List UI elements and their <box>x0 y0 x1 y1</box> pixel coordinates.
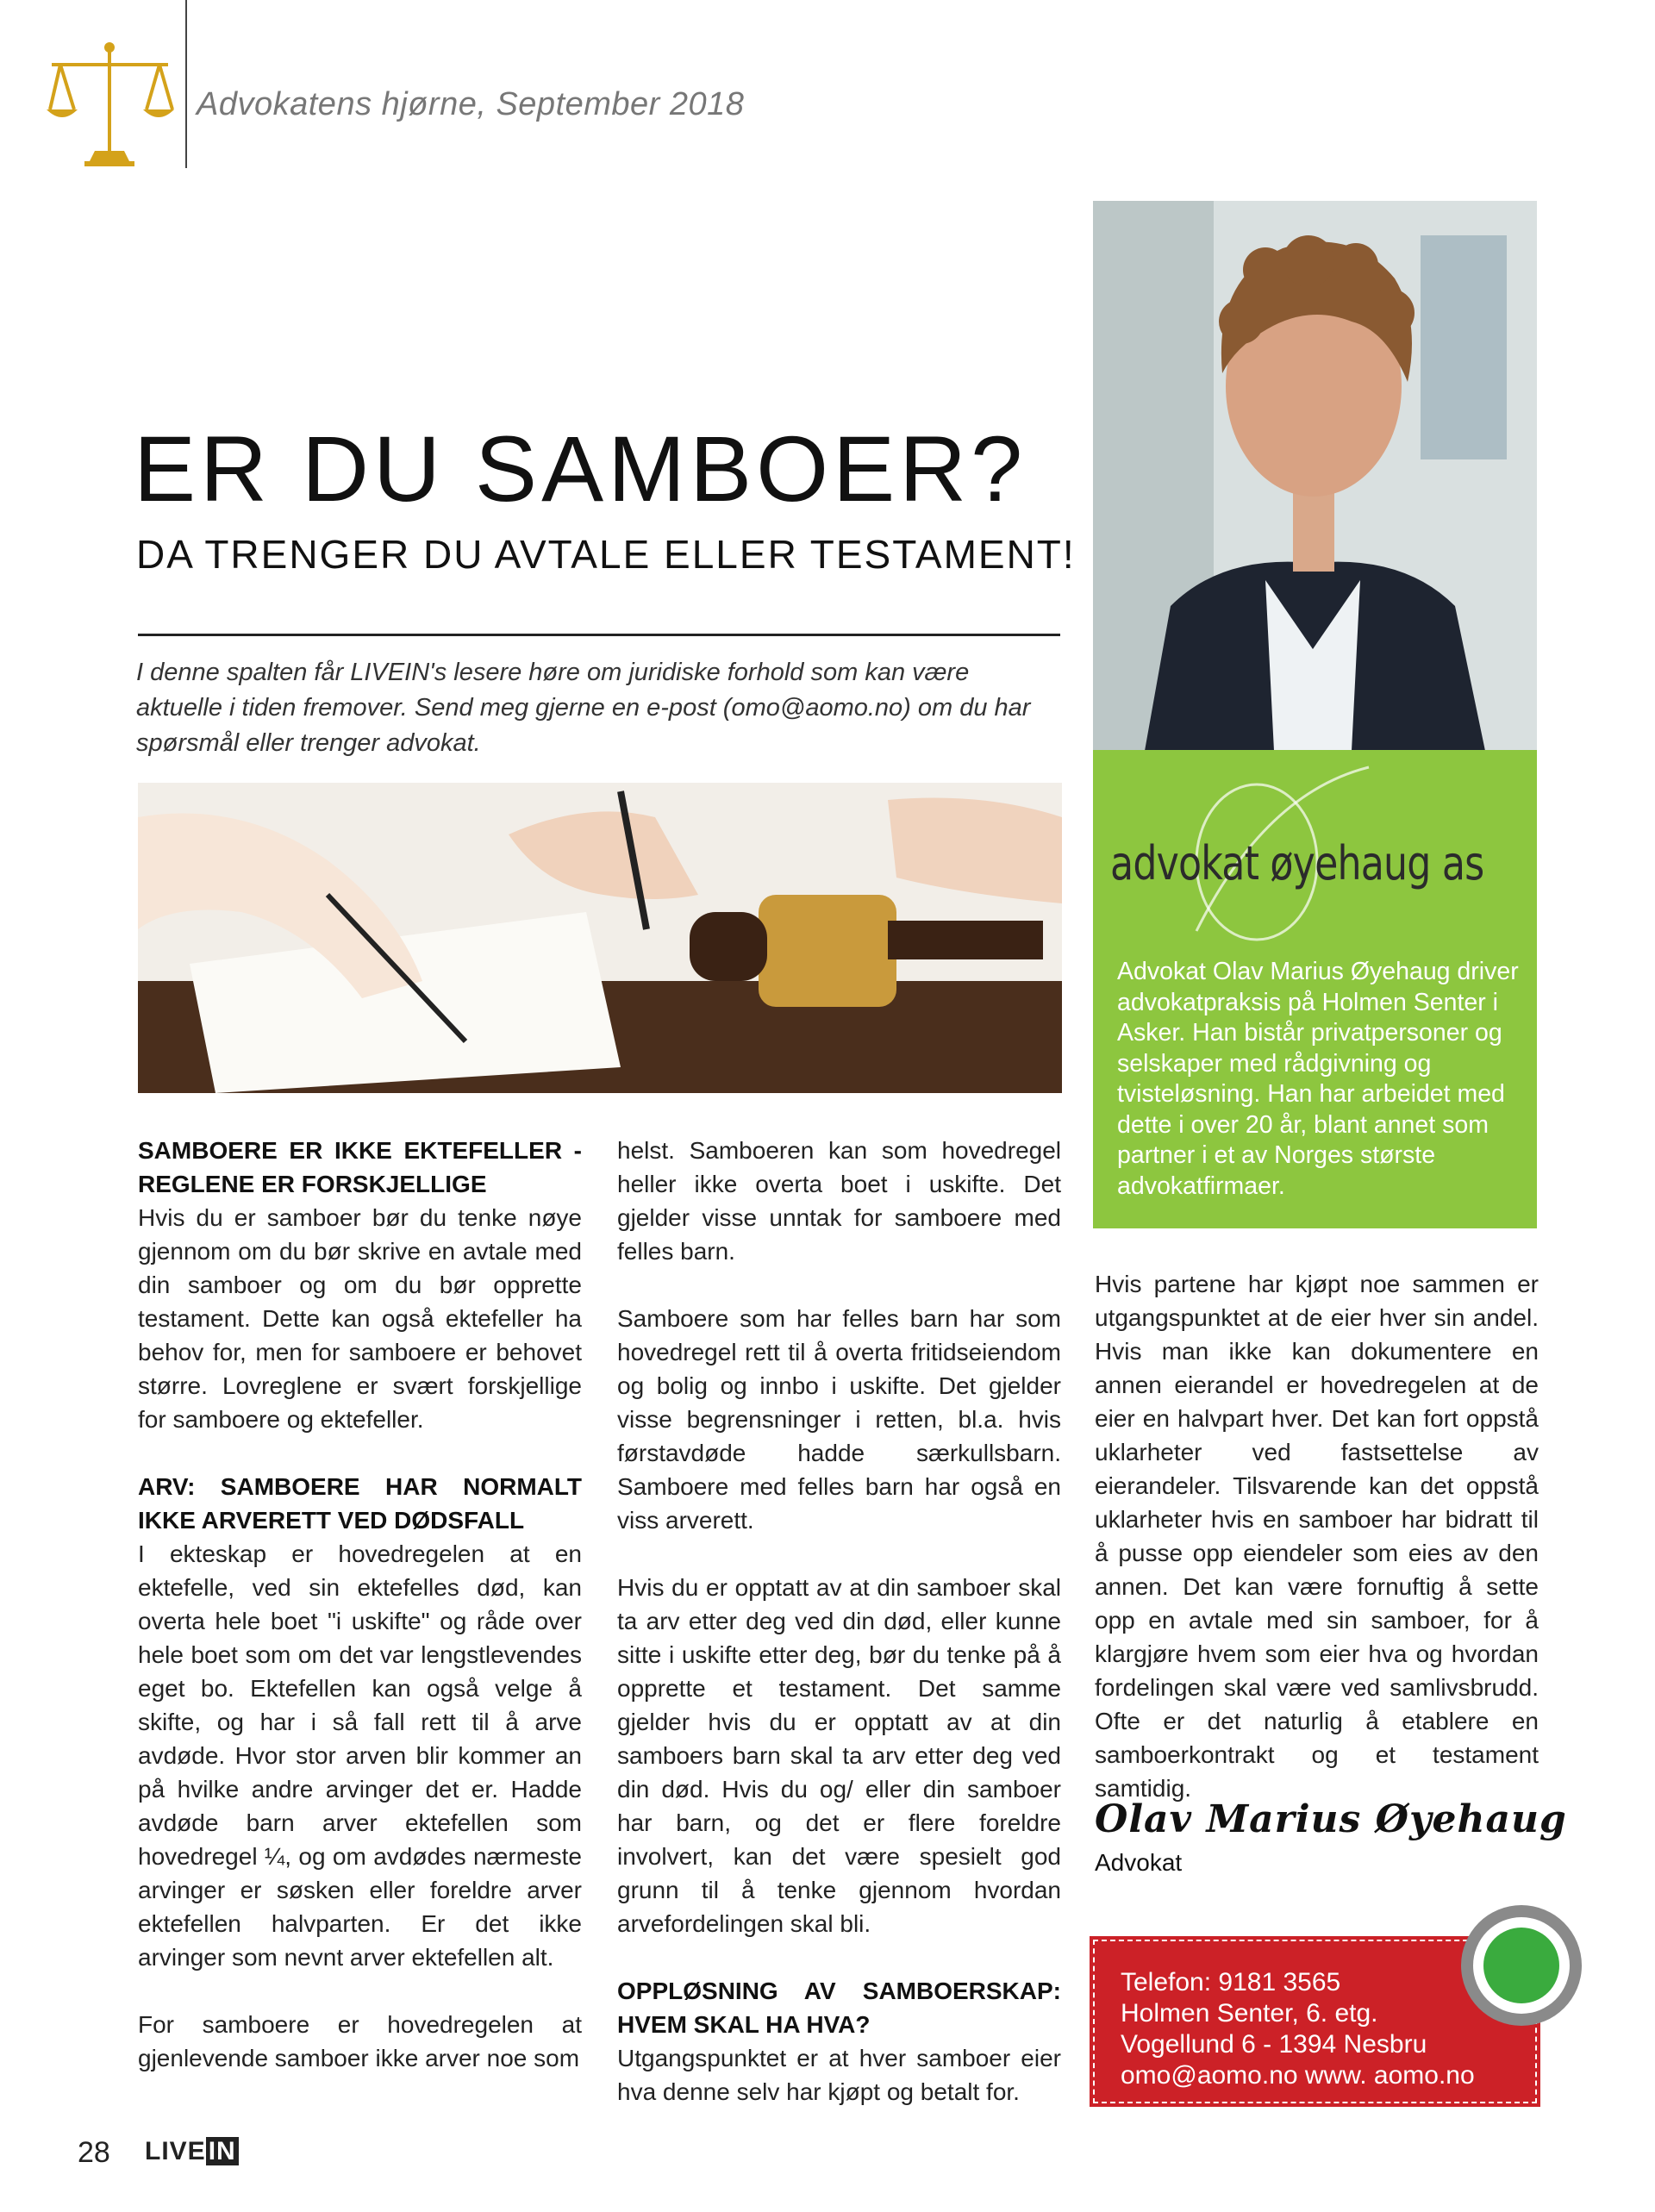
author-signature: Olav Marius Øyehaug <box>1095 1797 1567 1841</box>
author-title: Advokat <box>1095 1849 1183 1876</box>
paragraph: Hvis du er opptatt av at din samboer skal ta arv etter deg ved din død, eller kunne sitte i uskifte etter deg, bør du tenke på å opprette et testament. Det samme gjelder hvis du er opptatt av at din samboers barn skal ta arv etter deg ved din død. Hvis du og/ eller din samboer har barn, og det er flere foreldre involvert, kan det være spesielt god grunn til å tenke gjennom hvordan arvefordelingen skal bli. <box>617 1574 1061 1937</box>
logo-in-text: IN <box>206 2137 239 2165</box>
contact-phone: Telefon: 9181 3565 <box>1121 1968 1341 1996</box>
paragraph: helst. Samboeren kan som hovedregel heller ikke overta boet i uskifte. Det gjelder visse unntak for samboere med felles barn. <box>617 1137 1061 1265</box>
article-column-2 <box>617 1134 1061 2109</box>
article-column-3 <box>1095 1267 1539 1805</box>
paragraph: Utgangspunktet er at hver samboer eier hva denne selv har kjøpt og betalt for. <box>617 2045 1061 2105</box>
contact-address-line-2: Vogellund 6 - 1394 Nesbru <box>1121 2030 1427 2059</box>
title-divider <box>138 634 1060 636</box>
article-title: ER DU SAMBOER? <box>134 416 1027 521</box>
article-intro: I denne spalten får LIVEIN's lesere høre om juridiske forhold som kan være aktuelle i tiden fremover. Send meg gjerne en e-post (omo@aomo.no) om du har spørsmål eller trenger advokat. <box>136 659 1031 757</box>
paragraph: Hvis du er samboer bør du tenke nøye gjennom om du bør skrive en avtale med din samboer og om du bør opprette testament. Dette kan også ektefeller ha behov for, men for samboere er behovet større. Lovreglene er svært forskjellige for samboere og ektefeller. <box>138 1204 582 1433</box>
firm-logo: advokat øyehaug as <box>1110 836 1484 890</box>
firm-ad-box <box>1093 750 1537 1228</box>
page-number: 28 <box>78 2136 110 2169</box>
lawyer-portrait-photo <box>1093 201 1537 751</box>
circle-emblem-icon <box>1461 1905 1582 2026</box>
section-title: Advokatens hjørne, September 2018 <box>197 86 745 122</box>
article-subtitle: DA TRENGER DU AVTALE ELLER TESTAMENT! <box>136 532 1076 577</box>
article-column-1 <box>138 1134 582 2075</box>
paragraph: Samboere som har felles barn har som hovedregel rett til å overta fritidseiendom og bolig og innbo i uskifte. Det gjelder visse begrensninger i retten, bl.a. hvis førstavdøde hadde særkullsbarn. Samboere med felles barn har også en viss arverett. <box>617 1305 1061 1534</box>
paragraph: I ekteskap er hovedregelen at en ektefelle, ved sin ektefelles død, kan overta hele boet "i uskifte" og råde over hele boet som om det var lengstlevendes eget bo. Ektefellen kan også velge å skifte, og har i så fall rett til å arve avdøde. Hvor stor arven blir kommer an på hvilke andre arvinger det er. Hadde avdøde barn arver ektefellen som hovedregel ¼, og om avdødes nærmeste arvinger er søsken eller foreldre arver ektefellen halvparten. Er det ikke arvinger som nevnt arver ektefellen alt. <box>138 1540 582 1971</box>
section-heading: SAMBOERE ER IKKE EKTEFELLER - REGLENE ER FORSKJELLIGE <box>138 1137 582 1197</box>
paragraph: For samboere er hovedregelen at gjenlevende samboer ikke arver noe som <box>138 2011 582 2071</box>
gavel-desk-photo <box>138 783 1062 1093</box>
contact-address-line-1: Holmen Senter, 6. etg. <box>1121 1999 1378 2028</box>
paragraph: Hvis partene har kjøpt noe sammen er utgangspunktet at de eier hver sin andel. Hvis man ikke kan dokumentere en annen eierandel er hovedregelen at de eier en halvpart hver. Det kan fort oppstå uklarheter ved fastsettelse av eierandeler. Tilsvarende kan det oppstå uklarheter hvis en samboer har bidratt til å pusse opp eiendeler som eies av den annen. Det kan være fornuftig å sette opp en avtale med sin samboer, for å klargjøre hvem som eier hva og hvordan fordelingen skal være ved samlivsbrudd. Ofte er det naturlig å etablere en samboerkontrakt og et testament samtidig. <box>1095 1271 1539 1802</box>
header-divider <box>185 0 187 168</box>
contact-email-web: omo@aomo.no www. aomo.no <box>1121 2061 1475 2090</box>
logo-live-text: LIVE <box>145 2137 206 2165</box>
magazine-logo <box>145 2139 239 2165</box>
firm-description: Advokat Olav Marius Øyehaug driver advokatpraksis på Holmen Senter i Asker. Han bistår privatpersoner og selskaper med rådgivning og tvisteløsning. Han har arbeidet med dette i over 20 år, blant annet som partner i et av Norges største advokatfirmaer. <box>1117 958 1519 1200</box>
section-heading: ARV: SAMBOERE HAR NORMALT IKKE ARVERETT VED DØDSFALL <box>138 1473 582 1534</box>
scales-of-justice-icon <box>43 39 177 172</box>
section-heading: OPPLØSNING AV SAMBOERSKAP: HVEM SKAL HA HVA? <box>617 1978 1061 2038</box>
